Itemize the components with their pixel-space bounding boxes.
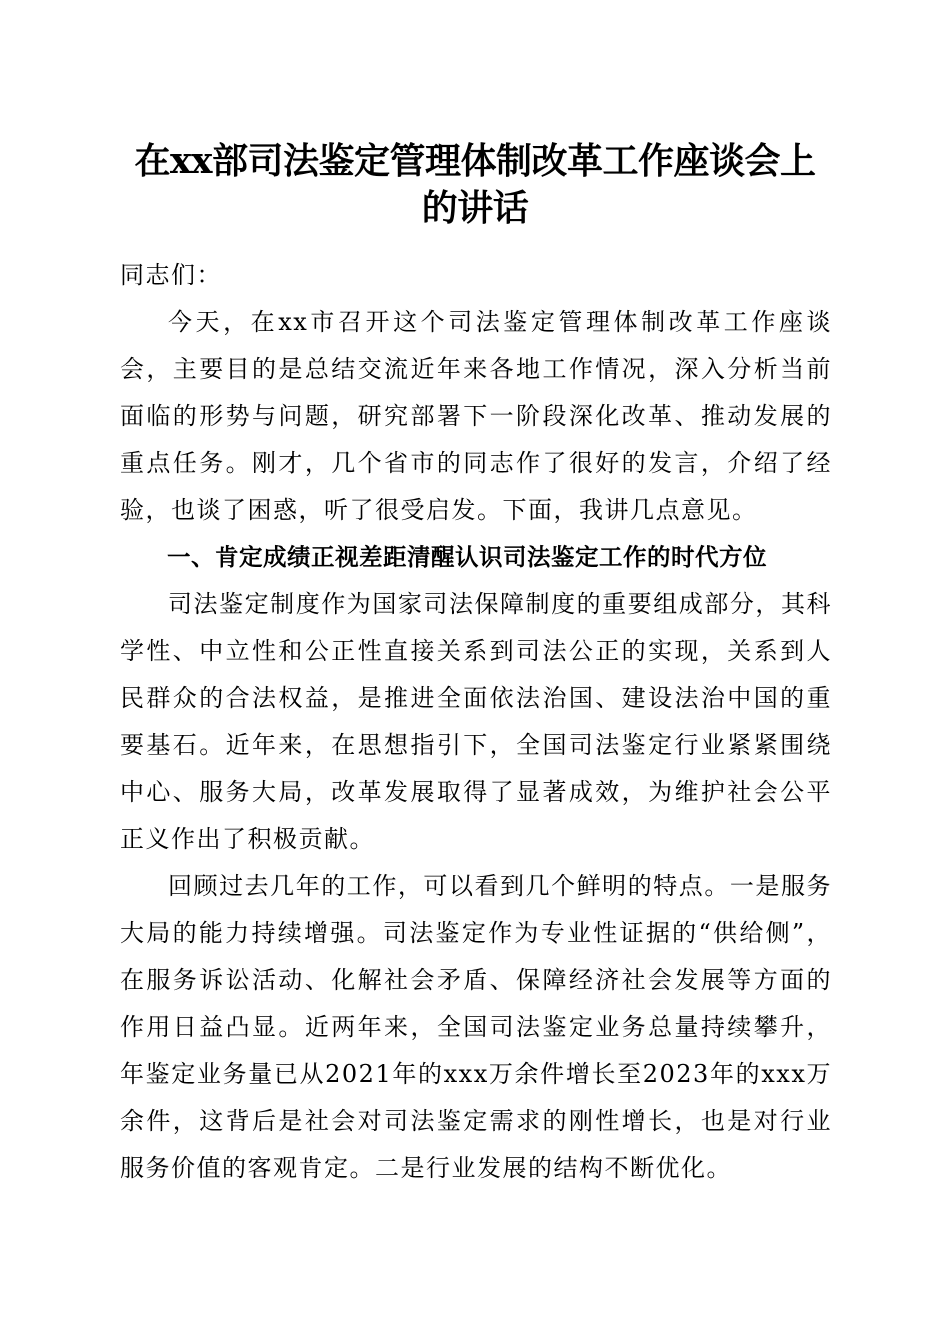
paragraph-section-2: 回顾过去几年的工作，可以看到几个鲜明的特点。一是服务大局的能力持续增强。司法鉴定作为专业性证据的“供给侧”，在服务诉讼活动、化解社会矛盾、保障经济社会发展等方面的作用日益凸显。近两年来，全国司法鉴定业务总量持续攀升，年鉴定业务量已从2021年的xxx万余件增长至2023年的xxx万余件，这背后是社会对司法鉴定需求的刚性增长，也是对行业服务价值的客观肯定。二是行业发展的结构不断优化。 [120, 872, 832, 1182]
section-heading-1: 一、肯定成绩正视差距清醒认识司法鉴定工作的时代方位 [167, 543, 767, 571]
paragraph-section-1: 司法鉴定制度作为国家司法保障制度的重要组成部分，其科学性、中立性和公正性直接关系到司法公正的实现，关系到人民群众的合法权益，是推进全面依法治国、建设法治中国的重要基石。近年来，在思想指引下，全国司法鉴定行业紧紧围绕中心、服务大局，改革发展取得了显著成效，为维护社会公平正义作出了积极贡献。 [120, 590, 832, 853]
paragraph-opening: 今天，在xx市召开这个司法鉴定管理体制改革工作座谈会，主要目的是总结交流近年来各地工作情况，深入分析当前面临的形势与问题，研究部署下一阶段深化改革、推动发展的重点任务。刚才，几个省市的同志作了很好的发言，介绍了经验，也谈了困惑，听了很受启发。下面，我讲几点意见。 [120, 308, 832, 524]
document-body [120, 252, 832, 1192]
document-title: 在xx部司法鉴定管理体制改革工作座谈会上的讲话 [134, 140, 816, 229]
salutation: 同志们： [120, 261, 222, 289]
